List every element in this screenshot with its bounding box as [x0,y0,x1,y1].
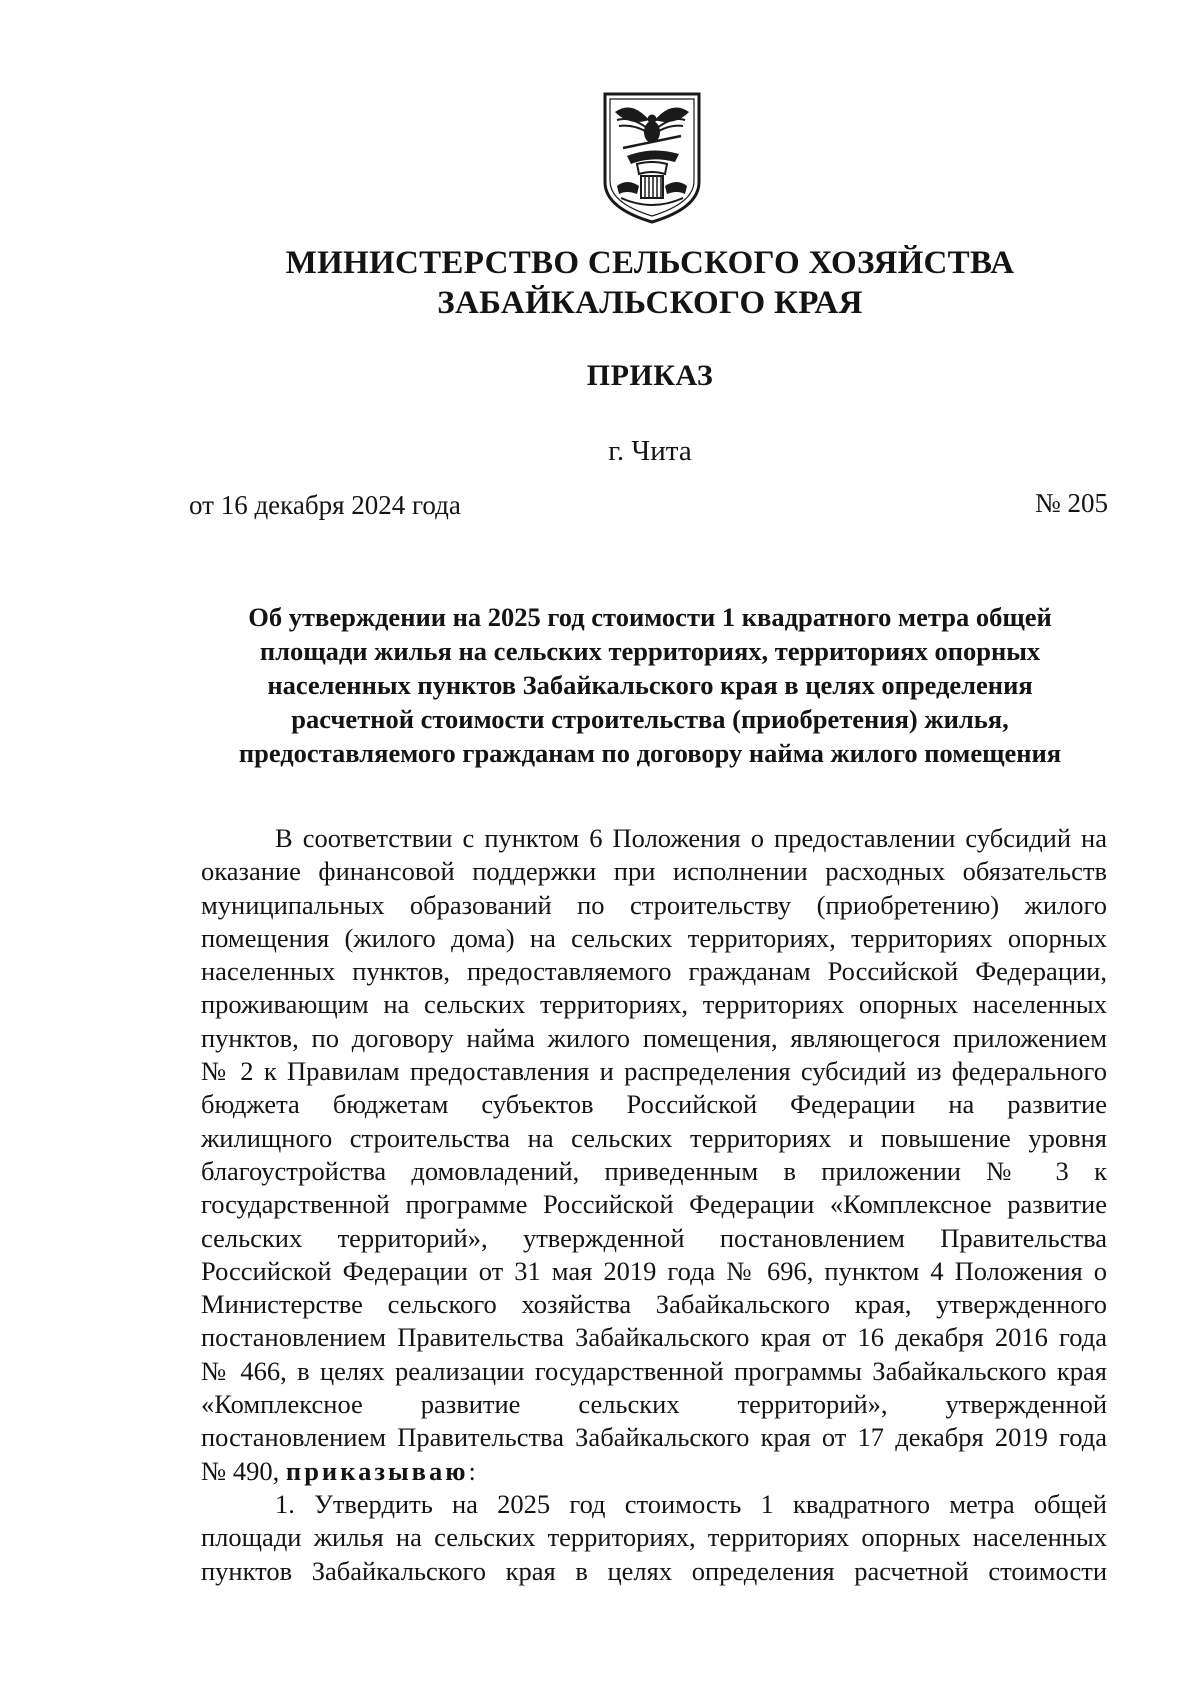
body-line-closing [201,1455,1107,1488]
order-number: № 205 [1034,488,1108,518]
body-line: «Комплексное развитие сельских территорий», утвержденной [201,1389,1107,1420]
body-line: оказание финансовой поддержки при исполнении расходных обязательств [201,856,1107,887]
subject-line: предоставляемого гражданам по договору найма жилого помещения [238,738,1062,768]
body-line: бюджета бюджетам субъектов Российской Федерации на развитие [201,1089,1107,1120]
ministry-name-line-1: МИНИСТЕРСТВО СЕЛЬСКОГО ХОЗЯЙСТВА [285,245,1015,281]
body-line: пунктов, по договору найма жилого помещения, являющегося приложением [201,1022,1107,1053]
body-line: муниципальных образований по строительству (приобретению) жилого [201,889,1107,920]
subject-line: расчетной стоимости строительства (приобретения) жилья, [291,704,1009,734]
body-line: проживающим на сельских территориях, территориях опорных населенных [201,989,1107,1020]
subject-line: Об утверждении на 2025 год стоимости 1 квадратного метра общей [248,602,1052,632]
body-line: В соответствии с пунктом 6 Положения о предоставлении субсидий на [275,823,1107,853]
item-1-line: 1. Утвердить на 2025 год стоимость 1 квадратного метра общей [275,1488,1107,1519]
closing-suffix: : [468,1455,476,1486]
order-body [201,822,1107,1588]
body-line: постановлением Правительства Забайкальского края от 17 декабря 2019 года [201,1422,1107,1453]
body-line: сельских территорий», утвержденной постановлением Правительства [201,1222,1107,1253]
body-line: Российской Федерации от 31 мая 2019 года № 696, пунктом 4 Положения о [201,1255,1107,1286]
body-line: помещения (жилого дома) на сельских территориях, территориях опорных [201,922,1107,953]
body-line: постановлением Правительства Забайкальского края от 16 декабря 2016 года [201,1322,1107,1353]
subject-line: населенных пунктов Забайкальского края в целях определения [267,670,1033,700]
order-date: от 16 декабря 2024 года [189,490,461,520]
orders-keyword: приказываю [285,1455,469,1486]
body-line: населенных пунктов, предоставляемого гражданам Российской Федерации, [201,956,1107,987]
item-1-line: пунктов Забайкальского края в целях определения расчетной стоимости [201,1555,1107,1586]
item-1-line: площади жилья на сельских территориях, территориях опорных населенных [201,1522,1107,1553]
body-line: Министерстве сельского хозяйства Забайкальского края, утвержденного [201,1289,1107,1320]
body-line: жилищного строительства на сельских территориях и повышение уровня [201,1122,1107,1153]
document-type-title: ПРИКАЗ [586,359,714,392]
closing-prefix: № 490, [201,1455,286,1486]
body-line: благоустройства домовладений, приведенным в приложении № 3 к [201,1155,1107,1186]
body-line: № 2 к Правилам предоставления и распределения субсидий из федерального [201,1056,1107,1087]
city-line: г. Чита [608,435,692,467]
order-subject [190,600,1110,770]
body-line: № 466, в целях реализации государственной программы Забайкальского края [201,1355,1107,1386]
ministry-name-line-2: ЗАБАЙКАЛЬСКОГО КРАЯ [437,285,863,321]
body-line: государственной программе Российской Федерации «Комплексное развитие [201,1189,1107,1220]
coat-of-arms-emblem [597,90,707,226]
subject-line: площади жилья на сельских территориях, территориях опорных [259,636,1041,666]
